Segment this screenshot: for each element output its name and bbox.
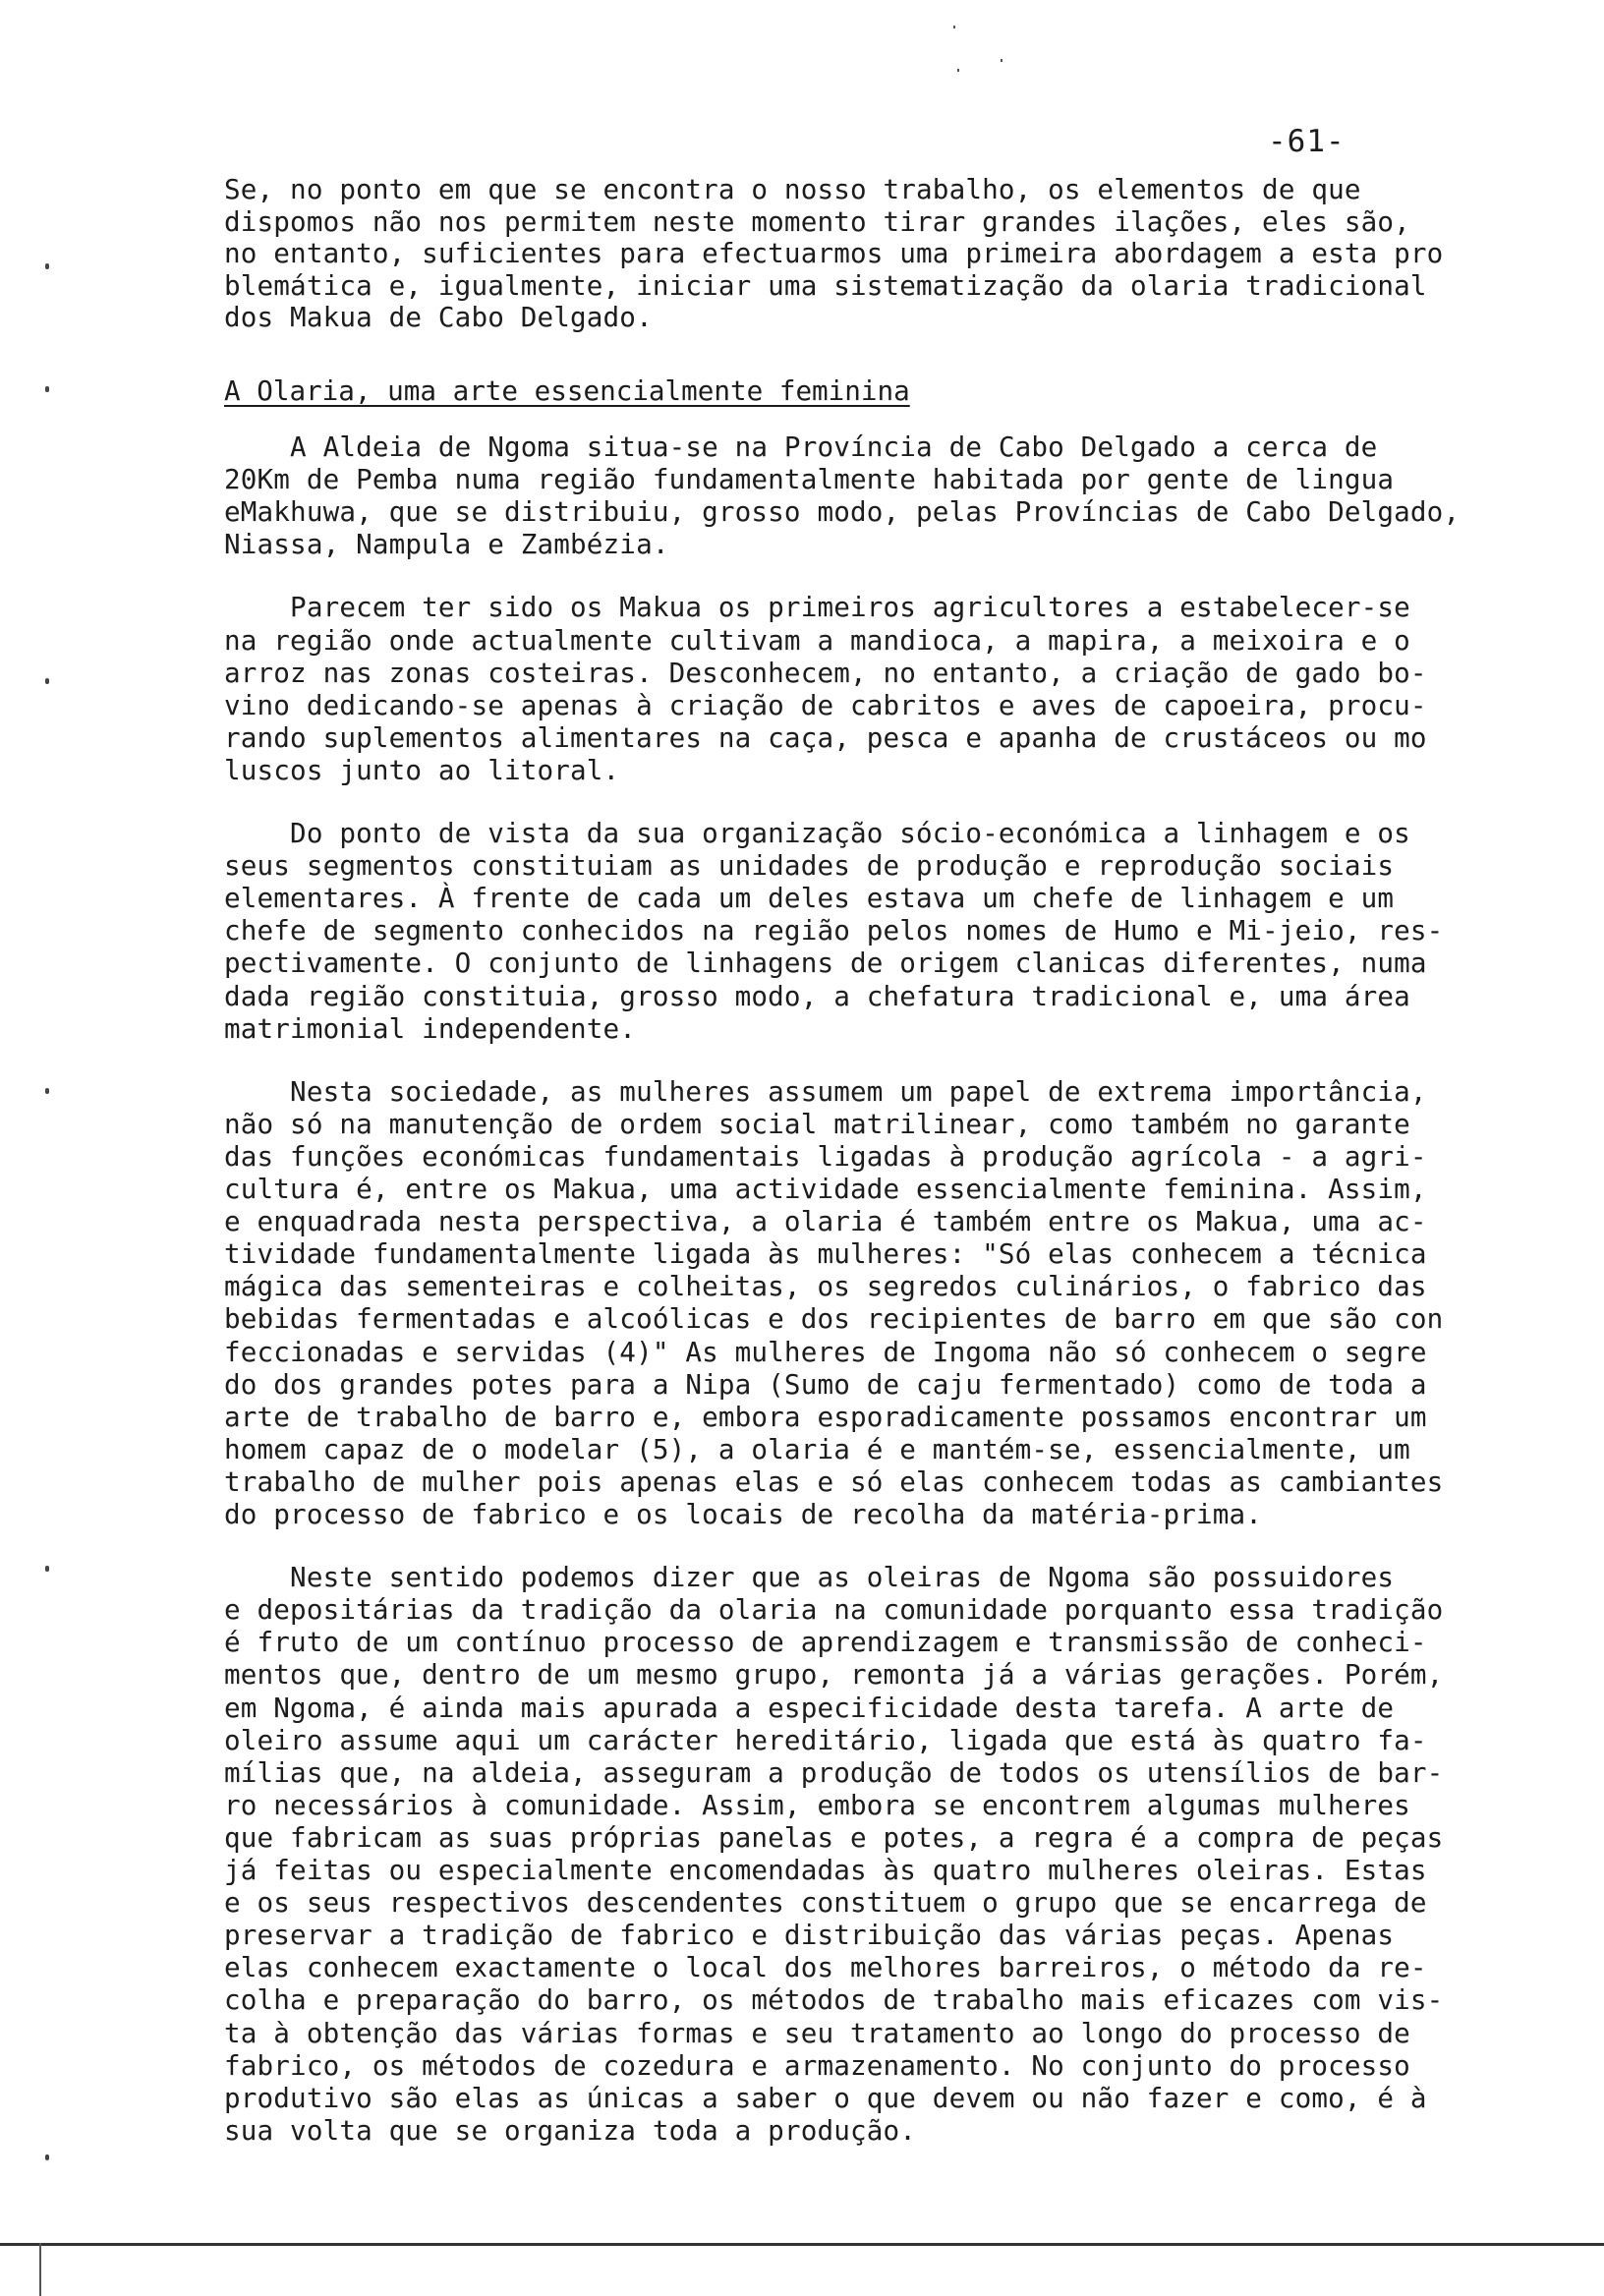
text-line: dada região constituia, grosso modo, a chefatura tradicional e, uma área: [224, 979, 1410, 1012]
page-number: -61-: [1268, 124, 1346, 159]
text-line: no entanto, suficientes para efectuarmos uma primeira abordagem a esta pro: [224, 237, 1444, 269]
margin-mark: [45, 263, 49, 269]
text-line: A Aldeia de Ngoma situa-se na Província de Cabo Delgado a cerca de: [224, 430, 1378, 463]
text-line: das funções económicas fundamentais ligadas à produção agrícola - a agri-: [224, 1139, 1427, 1173]
scan-speck: [953, 26, 955, 29]
text-line: na região onde actualmente cultivam a mandioca, a mapira, a meixoira e o: [224, 623, 1410, 657]
text-line: eMakhuwa, que se distribuiu, grosso modo, pelas Províncias de Cabo Delgado,: [224, 495, 1461, 529]
text-line: Do ponto de vista da sua organização sócio-económica a linhagem e os: [224, 817, 1410, 849]
text-line: bebidas fermentadas e alcoólicas e dos recipientes de barro em que são con: [224, 1302, 1444, 1336]
text-line: elementares. À frente de cada um deles estava um chefe de linhagem e um: [224, 882, 1395, 915]
text-line: dispomos não nos permitem neste momento tirar grandes ilações, eles são,: [224, 204, 1410, 238]
page-left-edge: [39, 2243, 41, 2296]
text-line: Parecem ter sido os Makua os primeiros agricultores a estabelecer-se: [224, 591, 1410, 624]
text-line: em Ngoma, é ainda mais apurada a especificidade desta tarefa. A arte de: [224, 1691, 1395, 1724]
text-line: mágica das sementeiras e colheitas, os segredos culinários, o fabrico das: [224, 1270, 1427, 1303]
text-line: elas conhecem exactamente o local dos melhores barreiros, o método da re-: [224, 1951, 1427, 1984]
text-line: Neste sentido podemos dizer que as oleiras de Ngoma são possuidores: [224, 1561, 1395, 1594]
text-line: fabrico, os métodos de cozedura e armazenamento. No conjunto do processo: [224, 2048, 1410, 2082]
text-line: luscos junto ao litoral.: [224, 753, 620, 786]
text-line: cultura é, entre os Makua, uma actividade essencialmente feminina. Assim,: [224, 1173, 1427, 1205]
text-line: sua volta que se organiza toda a produção.: [224, 2113, 917, 2147]
scan-speck: [957, 69, 959, 72]
text-line: Se, no ponto em que se encontra o nosso trabalho, os elementos de que: [224, 173, 1361, 205]
text-line: rando suplementos alimentares na caça, pesca e apanha de crustáceos ou mo: [224, 720, 1427, 754]
text-line: chefe de segmento conhecidos na região pelos nomes de Humo e Mi-jeio, res-: [224, 914, 1444, 947]
text-line: é fruto de um contínuo processo de aprendizagem e transmissão de conheci-: [224, 1626, 1427, 1659]
text-line: e depositárias da tradição da olaria na comunidade porquanto essa tradição: [224, 1593, 1444, 1627]
margin-mark: [45, 1566, 49, 1572]
text-line: preservar a tradição de fabrico e distribuição das várias peças. Apenas: [224, 1919, 1395, 1952]
text-line: ro necessários à comunidade. Assim, embora se encontrem algumas mulheres: [224, 1788, 1410, 1821]
text-line: Nesta sociedade, as mulheres assumem um papel de extrema importância,: [224, 1074, 1427, 1108]
text-line: produtivo são elas as únicas a saber o que devem ou não fazer e como, é à: [224, 2081, 1427, 2114]
text-line: do dos grandes potes para a Nipa (Sumo de caju fermentado) como de toda a: [224, 1367, 1427, 1401]
text-line: matrimonial independente.: [224, 1011, 637, 1045]
margin-mark: [45, 678, 49, 684]
text-line: já feitas ou especialmente encomendadas às quatro mulheres oleiras. Estas: [224, 1854, 1427, 1886]
text-line: vino dedicando-se apenas à criação de cabritos e aves de capoeira, procu-: [224, 688, 1427, 721]
text-line: ta à obtenção das várias formas e seu tratamento ao longo do processo de: [224, 2016, 1410, 2049]
margin-mark: [45, 1088, 49, 1094]
text-line: Niassa, Nampula e Zambézia.: [224, 528, 669, 561]
text-line: seus segmentos constituiam as unidades de produção e reprodução sociais: [224, 849, 1395, 883]
text-line: que fabricam as suas próprias panelas e potes, a regra é a compra de peças: [224, 1820, 1444, 1854]
text-line: pectivamente. O conjunto de linhagens de origem clanicas diferentes, numa: [224, 947, 1427, 980]
text-line: tividade fundamentalmente ligada às mulheres: "Só elas conhecem a técnica: [224, 1237, 1427, 1271]
text-line: mentos que, dentro de um mesmo grupo, remonta já a várias gerações. Porém,: [224, 1658, 1444, 1692]
section-heading: A Olaria, uma arte essencialmente feminina: [224, 374, 910, 407]
text-line: homem capaz de o modelar (5), a olaria é e mantém-se, essencialmente, um: [224, 1432, 1410, 1465]
text-line: e os seus respectivos descendentes constituem o grupo que se encarrega de: [224, 1886, 1427, 1920]
scan-speck: [1001, 59, 1002, 62]
text-line: do processo de fabrico e os locais de recolha da matéria-prima.: [224, 1498, 1263, 1530]
text-line: arte de trabalho de barro e, embora esporadicamente possamos encontrar um: [224, 1400, 1427, 1433]
margin-mark: [45, 2154, 49, 2160]
text-line: 20Km de Pemba numa região fundamentalmente habitada por gente de lingua: [224, 463, 1395, 496]
margin-mark: [45, 386, 49, 392]
text-line: arroz nas zonas costeiras. Desconhecem, no entanto, a criação de gado bo-: [224, 656, 1427, 689]
text-line: blemática e, igualmente, iniciar uma sistematização da olaria tradicional: [224, 268, 1427, 302]
text-line: colha e preparação do barro, os métodos de trabalho mais eficazes com vis-: [224, 1983, 1444, 2017]
text-line: oleiro assume aqui um carácter hereditário, ligada que está às quatro fa-: [224, 1723, 1427, 1756]
text-line: não só na manutenção de ordem social matrilinear, como também no garante: [224, 1107, 1410, 1140]
text-line: feccionadas e servidas (4)" As mulheres de Ingoma não só conhecem o segre: [224, 1335, 1427, 1368]
text-line: trabalho de mulher pois apenas elas e só elas conhecem todas as cambiantes: [224, 1464, 1444, 1498]
page-bottom-edge: [0, 2243, 1604, 2246]
text-line: dos Makua de Cabo Delgado.: [224, 301, 653, 333]
text-line: mílias que, na aldeia, asseguram a produção de todos os utensílios de bar-: [224, 1755, 1444, 1789]
text-line: e enquadrada nesta perspectiva, a olaria é também entre os Makua, uma ac-: [224, 1205, 1427, 1238]
